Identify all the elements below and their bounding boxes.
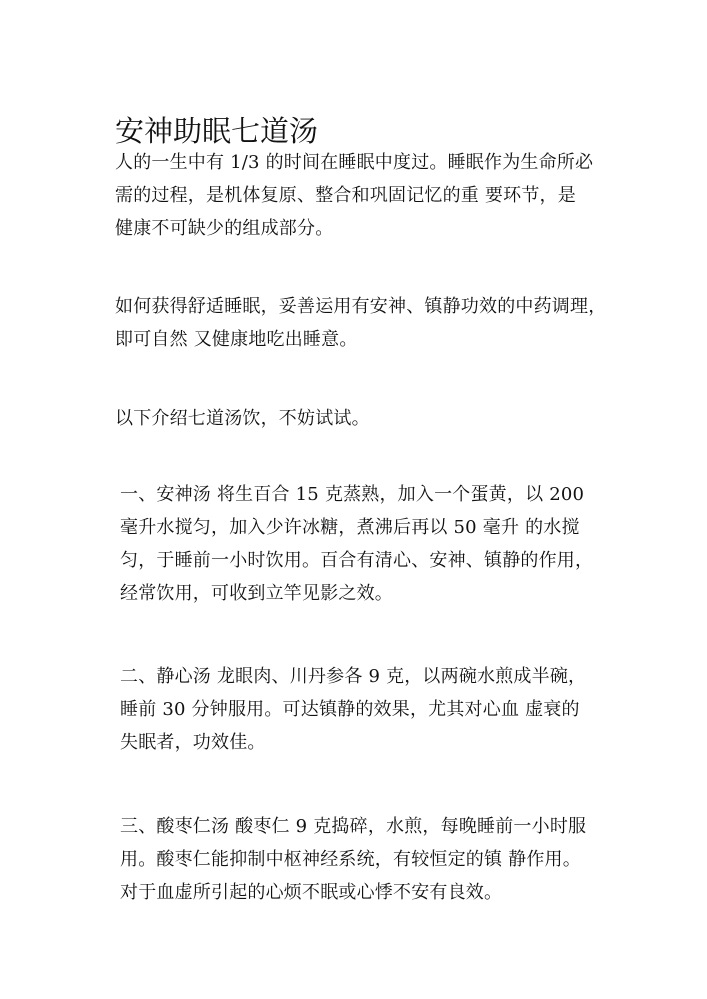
- text-line: 匀，于睡前一小时饮用。百合有清心、安神、镇静的作用，: [120, 550, 594, 571]
- text-line: 即可自然 又健康地吃出睡意。: [115, 329, 358, 350]
- text-line: 用。酸枣仁能抑制中枢神经系统，有较恒定的镇 静作用。: [120, 849, 581, 870]
- text-line: 失眠者，功效佳。: [120, 732, 266, 753]
- lead-paragraph: [115, 402, 615, 435]
- text-line: 经常饮用，可收到立竿见影之效。: [120, 583, 393, 604]
- text-line: 一、安神汤 将生百合 15 克蒸熟，加入一个蛋黄，以 200: [120, 484, 585, 505]
- text-line: 毫升水搅匀，加入少许冰糖，煮沸后再以 50 毫升 的水搅: [120, 517, 580, 538]
- text-line: 对于血虚所引起的心烦不眠或心悸不安有良效。: [120, 882, 503, 903]
- text-line: 需的过程，是机体复原、整合和巩固记忆的重 要环节，是: [115, 185, 576, 206]
- recipe-item-1: [120, 478, 620, 610]
- text-line: 二、静心汤 龙眼肉、川丹参各 9 克，以两碗水煎成半碗，: [120, 666, 587, 687]
- text-line: 以下介绍七道汤饮，不妨试试。: [115, 408, 370, 429]
- text-line: 三、酸枣仁汤 酸枣仁 9 克捣碎，水煎，每晚睡前一小时服: [120, 816, 587, 837]
- text-line: 健康不可缺少的组成部分。: [115, 218, 334, 239]
- recipe-item-3: [120, 810, 620, 909]
- intro-paragraph: [115, 146, 615, 245]
- text-line: 人的一生中有 1/3 的时间在睡眠中度过。睡眠作为生命所必: [115, 152, 594, 173]
- text-line: 睡前 30 分钟服用。可达镇静的效果，尤其对心血 虚衰的: [120, 699, 580, 720]
- recipe-item-2: [120, 660, 620, 759]
- method-paragraph: [115, 290, 615, 356]
- document-title: 安神助眠七道汤: [115, 114, 319, 149]
- text-line: 如何获得舒适睡眠，妥善运用有安神、镇静功效的中药调理，: [115, 296, 607, 317]
